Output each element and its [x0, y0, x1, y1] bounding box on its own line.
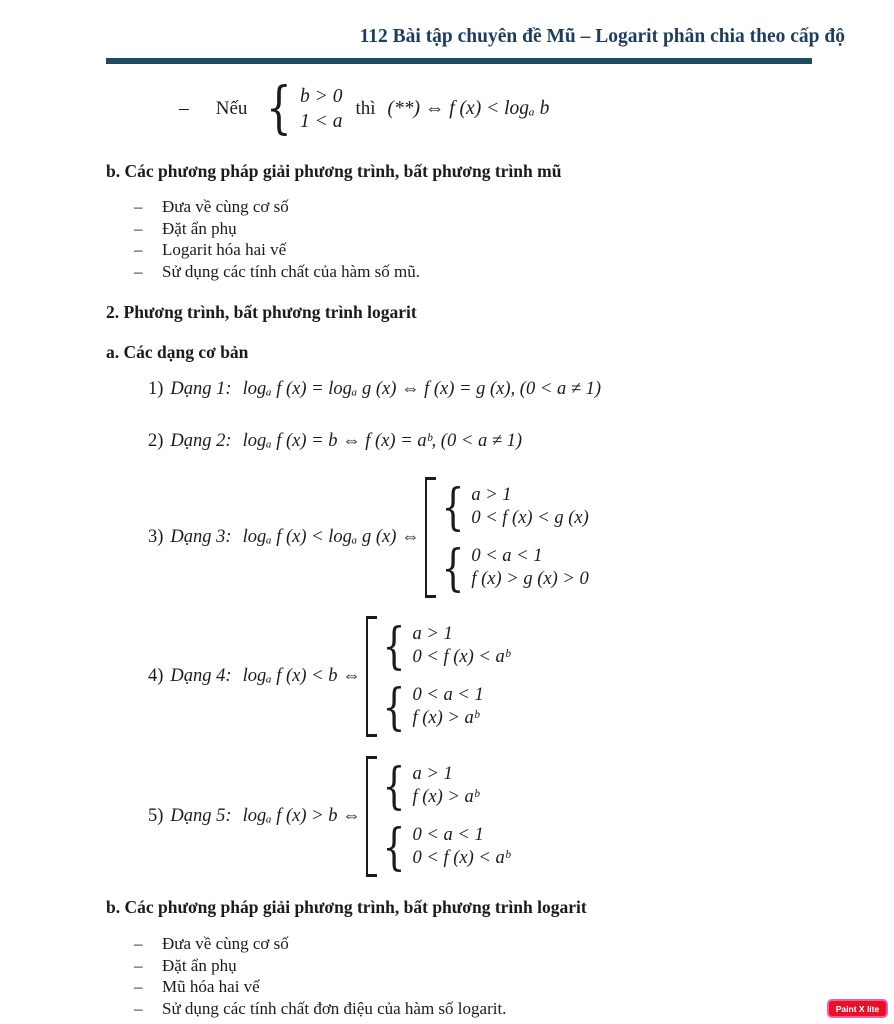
- list-item-label: Sử dụng các tính chất của hàm số mũ.: [162, 262, 421, 282]
- case-line: 0 < f (x) < aᵇ: [412, 848, 510, 868]
- list-item: [134, 239, 420, 261]
- left-curly-brace: {: [382, 757, 406, 815]
- note-line: [179, 76, 550, 141]
- bullet-dash: –: [134, 218, 143, 238]
- list-item-label: Đặt ẩn phụ: [162, 955, 237, 975]
- heading-basic-forms: a. Các dạng cơ bản: [106, 342, 249, 362]
- form-block-5: [148, 756, 510, 877]
- form-name: Dạng 1:: [170, 379, 232, 399]
- case-system-2: [378, 818, 510, 876]
- left-curly-brace: {: [266, 76, 293, 141]
- list-item-label: Đưa về cùng cơ số: [162, 934, 289, 953]
- note-condition-system: [261, 76, 343, 141]
- form-label: [148, 806, 361, 827]
- list-item: [134, 976, 506, 998]
- bullet-dash: –: [134, 262, 143, 282]
- note-condition-1: b > 0: [300, 86, 343, 107]
- left-curly-brace: {: [382, 818, 406, 876]
- case-lines: [412, 623, 509, 669]
- form-number: 5): [148, 806, 164, 826]
- bullet-dash: –: [134, 955, 143, 975]
- case-line: a > 1: [412, 764, 453, 784]
- form-number: 1): [148, 379, 164, 399]
- form-line-2: [148, 431, 522, 452]
- left-curly-brace: {: [440, 478, 464, 536]
- heading-methods-log: b. Các phương pháp giải phương trình, bất phương trình logarit: [106, 897, 587, 917]
- case-lines: [471, 484, 588, 530]
- list-item-label: Đặt ẩn phụ: [162, 218, 237, 238]
- form-formula: logₐ f (x) = b ⇔ f (x) = aᵇ, (0 < a ≠ 1): [242, 431, 523, 451]
- form-label: [148, 666, 361, 687]
- case-system-1: [378, 757, 510, 815]
- case-system-1: [378, 617, 510, 675]
- left-curly-brace: {: [440, 539, 464, 597]
- case-lines: [471, 545, 588, 591]
- case-line: f (x) > g (x) > 0: [471, 569, 589, 589]
- form-number: 4): [148, 666, 164, 686]
- list-item: [134, 998, 506, 1020]
- note-tail-formula: (**) ⇔ f (x) < logₐ b: [387, 98, 550, 119]
- bullet-dash: –: [134, 934, 143, 953]
- form-formula: logₐ f (x) = logₐ g (x) ⇔ f (x) = g (x), (0 < a ≠ 1): [242, 379, 602, 399]
- case-line: a > 1: [412, 624, 453, 644]
- left-curly-brace: {: [382, 678, 406, 736]
- form-formula: logₐ f (x) < logₐ g (x) ⇔: [242, 527, 420, 547]
- form-label: [148, 527, 420, 548]
- paint-x-lite-watermark: Paint X lite: [827, 999, 888, 1018]
- bullet-dash: –: [179, 98, 189, 119]
- list-item: [134, 955, 506, 977]
- list-item-label: Mũ hóa hai vế: [162, 977, 260, 997]
- case-systems: [437, 477, 589, 598]
- form-block-4: [148, 616, 510, 737]
- case-line: a > 1: [471, 485, 512, 505]
- case-system-1: [437, 478, 589, 536]
- bullet-dash: –: [134, 977, 143, 997]
- form-name: Dạng 5:: [170, 806, 232, 826]
- form-formula: logₐ f (x) < b ⇔: [242, 666, 361, 686]
- case-line: f (x) > aᵇ: [412, 787, 479, 807]
- note-lead: Nếu: [215, 98, 248, 119]
- left-curly-brace: {: [382, 617, 406, 675]
- form-name: Dạng 2:: [170, 431, 232, 451]
- bullet-list-exp-methods: [134, 196, 420, 283]
- note-condition-2: 1 < a: [300, 111, 343, 132]
- bullet-dash: –: [134, 197, 143, 216]
- form-name: Dạng 4:: [170, 666, 232, 686]
- header-rule: [106, 58, 812, 64]
- form-block-3: [148, 477, 589, 598]
- form-line-1: [148, 379, 601, 400]
- note-mid: thì: [355, 98, 376, 119]
- form-number: 3): [148, 527, 164, 547]
- case-systems: [378, 616, 510, 737]
- list-item-label: Đưa về cùng cơ số: [162, 197, 289, 216]
- heading-log-section: 2. Phương trình, bất phương trình logarit: [106, 302, 417, 322]
- form-formula: logₐ f (x) > b ⇔: [242, 806, 361, 826]
- bullet-list-log-methods: [134, 933, 506, 1020]
- form-name: Dạng 3:: [170, 527, 232, 547]
- or-square-bracket: [366, 616, 375, 737]
- form-number: 2): [148, 431, 164, 451]
- case-line: 0 < f (x) < aᵇ: [412, 647, 510, 667]
- note-condition-lines: [300, 84, 342, 134]
- bullet-dash: –: [134, 240, 143, 260]
- case-line: 0 < f (x) < g (x): [471, 508, 589, 528]
- list-item: [134, 218, 420, 240]
- list-item: [134, 933, 506, 955]
- case-line: 0 < a < 1: [412, 825, 484, 845]
- case-lines: [412, 824, 509, 870]
- case-lines: [412, 684, 483, 730]
- case-line: 0 < a < 1: [471, 546, 543, 566]
- case-system-2: [437, 539, 589, 597]
- bullet-dash: –: [134, 999, 143, 1019]
- heading-methods-exp: b. Các phương pháp giải phương trình, bất phương trình mũ: [106, 161, 562, 181]
- case-system-2: [378, 678, 510, 736]
- list-item: [134, 196, 420, 218]
- case-systems: [378, 756, 510, 877]
- case-line: f (x) > aᵇ: [412, 708, 479, 728]
- page-header-title: 112 Bài tập chuyên đề Mũ – Logarit phân chia theo cấp độ: [359, 26, 845, 47]
- case-lines: [412, 763, 478, 809]
- list-item-label: Sử dụng các tính chất đơn điệu của hàm số logarit.: [162, 999, 507, 1019]
- list-item-label: Logarit hóa hai vế: [162, 240, 287, 260]
- case-line: 0 < a < 1: [412, 685, 484, 705]
- list-item: [134, 261, 420, 283]
- or-square-bracket: [366, 756, 375, 877]
- or-square-bracket: [425, 477, 434, 598]
